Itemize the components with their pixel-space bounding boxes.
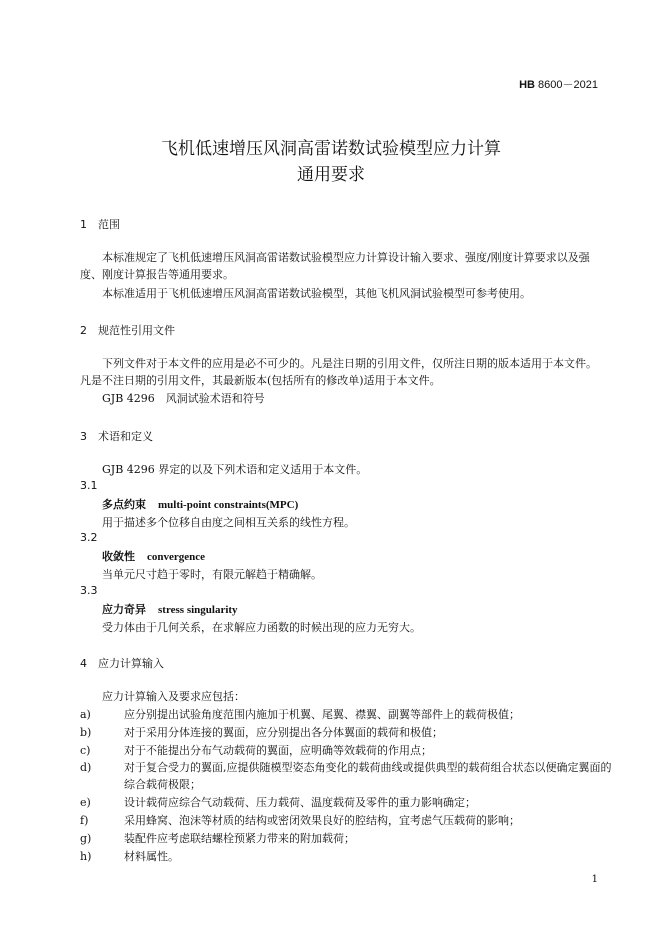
section-3-intro: GJB 4296 界定的以及下列术语和定义适用于本文件。	[102, 463, 368, 476]
term-definition: 当单元尺寸趋于零时，有限元解趋于精确解。	[102, 568, 322, 581]
term-heading	[102, 548, 205, 564]
list-item-label: g)	[80, 832, 92, 845]
section-title: 应力计算输入	[98, 657, 164, 670]
section-title: 术语和定义	[98, 430, 153, 443]
term-number: 3.1	[80, 479, 98, 492]
list-item-label: c)	[80, 744, 91, 757]
list-item-text: 设计载荷应综合气动载荷、压力载荷、温度载荷及零件的重力影响确定；	[124, 796, 476, 809]
list-item	[80, 794, 622, 811]
term-heading	[102, 601, 238, 617]
section-title: 范围	[98, 218, 120, 231]
list-item-text: 材料属性。	[124, 850, 179, 863]
list-item-text: 采用蜂窝、泡沫等材质的结构或密闭效果良好的腔结构，宜考虑气压载荷的影响；	[124, 814, 520, 827]
list-item	[80, 742, 622, 759]
standard-code	[519, 76, 598, 92]
standard-code-prefix: HB	[519, 79, 535, 91]
section-number: 1	[80, 218, 87, 231]
term-heading	[102, 496, 298, 512]
document-title-line1: 飞机低速增压风洞高雷诺数试验模型应力计算	[161, 139, 501, 159]
term-definition: 受力体由于几何关系，在求解应力函数的时候出现的应力无穷大。	[102, 621, 421, 634]
list-item	[80, 759, 622, 793]
list-item-text: 应分别提出试验角度范围内施加于机翼、尾翼、襟翼、副翼等部件上的载荷极值；	[124, 708, 520, 721]
list-item	[80, 830, 622, 847]
section-number: 3	[80, 430, 87, 443]
term-definition: 用于描述多个位移自由度之间相互关系的线性方程。	[102, 516, 355, 529]
list-item	[80, 812, 622, 829]
section-1-heading	[80, 216, 120, 232]
list-item-text: 对于复合受力的翼面,应提供随模型姿态角变化的载荷曲线或提供典型的载荷组合状态以便确定翼面的综合载荷极限；	[124, 761, 612, 791]
term-chinese: 应力奇异	[102, 603, 146, 616]
list-item-label: e)	[80, 796, 91, 809]
term-chinese: 收敛性	[102, 550, 135, 563]
section-3-heading	[80, 428, 153, 444]
section-1-paragraph-1: 本标准规定了飞机低速增压风洞高雷诺数试验模型应力计算设计输入要求、强度/刚度计算要求以及强度、刚度计算报告等通用要求。	[80, 251, 590, 281]
page-number: 1	[591, 874, 598, 885]
list-item	[80, 848, 622, 865]
list-item	[80, 724, 622, 741]
term-english: stress singularity	[158, 604, 238, 616]
list-item-label: a)	[80, 708, 91, 721]
section-2-heading	[80, 322, 175, 338]
list-item	[80, 706, 622, 723]
section-2-paragraph-1: 下列文件对于本文件的应用是必不可少的。凡是注日期的引用文件，仅所注日期的版本适用于本文件。凡是不注日期的引用文件，其最新版本(包括所有的修改单)适用于本文件。	[80, 357, 597, 387]
list-item-label: h)	[80, 850, 92, 863]
list-item-text: 对于不能提出分布气动载荷的翼面，应明确等效载荷的作用点；	[124, 744, 432, 757]
term-number: 3.2	[80, 531, 98, 544]
term-english: convergence	[147, 551, 206, 563]
section-4-intro: 应力计算输入及要求应包括：	[102, 690, 245, 703]
document-title-line2: 通用要求	[297, 165, 365, 185]
list-item-text: 对于采用分体连接的翼面，应分别提出各分体翼面的载荷和极值；	[124, 726, 443, 739]
list-item-text: 装配件应考虑联结螺栓预紧力带来的附加载荷；	[124, 832, 355, 845]
list-item-label: f)	[80, 814, 89, 827]
section-number: 2	[80, 324, 87, 337]
list-item-label: b)	[80, 726, 92, 739]
normative-reference: GJB 4296 风洞试验术语和符号	[102, 392, 265, 405]
term-number: 3.3	[80, 584, 98, 597]
standard-code-number: 8600－2021	[535, 79, 598, 91]
term-english: multi-point constraints(MPC)	[158, 499, 299, 511]
term-chinese: 多点约束	[102, 498, 146, 511]
list-item-label: d)	[80, 761, 92, 774]
section-1-paragraph-2: 本标准适用于飞机低速增压风洞高雷诺数试验模型，其他飞机风洞试验模型可参考使用。	[102, 287, 531, 300]
section-number: 4	[80, 657, 87, 670]
section-4-heading	[80, 655, 164, 671]
section-title: 规范性引用文件	[98, 324, 175, 337]
